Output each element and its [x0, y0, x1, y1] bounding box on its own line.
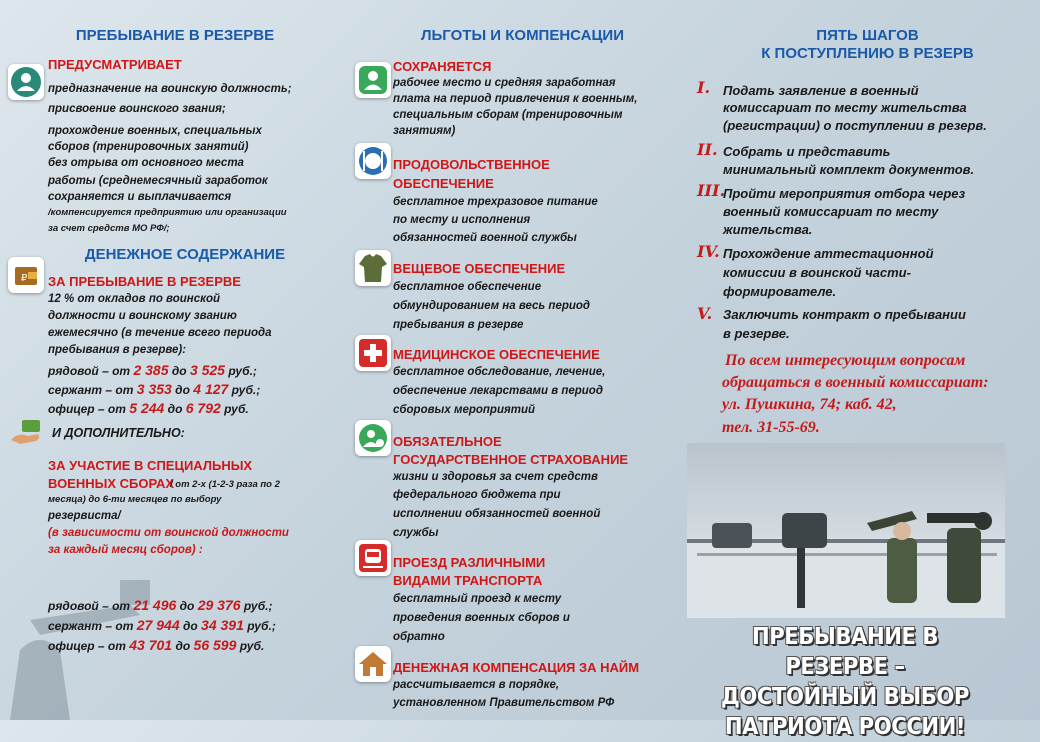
- heading-steps: ПЯТЬ ШАГОВ: [816, 27, 919, 44]
- training-period: месяца) до 6-ти месяцев по выбору: [48, 494, 222, 505]
- step-number: II.: [697, 140, 718, 159]
- benefit-title: ОБЯЗАТЕЛЬНОЕ: [393, 434, 502, 449]
- benefit-text: установленном Правительством РФ: [393, 697, 615, 709]
- benefit-text: бесплатное обследование, лечение,: [393, 366, 606, 378]
- food-plate-icon: [355, 143, 391, 179]
- contact-text: обращаться в военный комиссариат:: [722, 374, 989, 391]
- reserve-rate-row: сержант – от 3 353 до 4 127 руб.;: [48, 381, 261, 397]
- step-text: Подать заявление в военный: [723, 83, 919, 98]
- reserve-pay-text: должности и воинскому званию: [48, 310, 237, 322]
- benefit-text: сборовых мероприятий: [393, 404, 536, 416]
- additional-label: И ДОПОЛНИТЕЛЬНО:: [52, 426, 185, 440]
- insurance-person-icon: [355, 420, 391, 456]
- benefit-text: бесплатное обеспечение: [393, 281, 542, 293]
- training-rate-row: рядовой – от 21 496 до 29 376 руб.;: [48, 597, 273, 613]
- column-reserve: [0, 0, 350, 720]
- benefit-text: специальным сборам (тренировочным: [393, 109, 623, 121]
- reserve-rate-row: рядовой – от 2 385 до 3 525 руб.;: [48, 362, 257, 378]
- benefit-title: ГОСУДАРСТВЕННОЕ СТРАХОВАНИЕ: [393, 452, 629, 467]
- contact-address: ул. Пушкина, 74; каб. 42,: [722, 396, 897, 413]
- training-period: / от 2-х (1-2-3 раза по 2: [170, 479, 280, 490]
- benefit-text: обязанностей военной службы: [393, 232, 577, 244]
- benefit-text: службы: [393, 527, 439, 539]
- benefit-title: ПРОЕЗД РАЗЛИЧНЫМИ: [393, 555, 546, 570]
- uniform-icon: [355, 250, 391, 286]
- svg-text:₽: ₽: [21, 273, 28, 284]
- provides-item: /компенсируется предприятию или организации: [48, 207, 287, 218]
- slogan-line: ПАТРИОТА РОССИИ!: [724, 714, 966, 740]
- benefit-text: федерального бюджета при: [393, 489, 561, 501]
- benefit-text: занятиям): [393, 125, 456, 137]
- step-text: (регистрации) о поступлении в резерв.: [723, 118, 987, 133]
- benefit-text: проведения военных сборов и: [393, 612, 570, 624]
- provides-title: ПРЕДУСМАТРИВАЕТ: [48, 57, 182, 72]
- training-rate-row: сержант – от 27 944 до 34 391 руб.;: [48, 617, 276, 633]
- provides-item: работы (среднемесячный заработок: [48, 175, 268, 187]
- reserve-pay-title: ЗА ПРЕБЫВАНИЕ В РЕЗЕРВЕ: [48, 274, 241, 289]
- benefit-text: бесплатный проезд к месту: [393, 593, 562, 605]
- benefit-title: ВЕЩЕВОЕ ОБЕСПЕЧЕНИЕ: [393, 261, 566, 276]
- step-text: Собрать и представить: [723, 144, 891, 159]
- benefit-text: рассчитывается в порядке,: [393, 679, 560, 691]
- benefit-text: плата на период привлечения к военным,: [393, 93, 638, 105]
- provides-item: присвоение воинского звания;: [48, 103, 226, 115]
- step-text: минимальный комплект документов.: [723, 162, 975, 177]
- benefit-text: пребывания в резерве: [393, 319, 524, 331]
- medical-cross-icon: [355, 335, 391, 371]
- training-note: (в зависимости от воинской должности: [48, 527, 289, 539]
- step-number: IV.: [697, 242, 720, 261]
- provides-item: сохраняется и выплачивается: [48, 191, 232, 203]
- soldiers-photo: [687, 443, 1005, 618]
- step-text: в резерве.: [723, 326, 790, 341]
- provides-item: предназначение на воинскую должность;: [48, 83, 292, 95]
- reserve-rate-row: офицер – от 5 244 до 6 792 руб.: [48, 400, 249, 416]
- step-text: комиссии в воинской части-: [723, 265, 911, 280]
- step-text: формирователе.: [723, 284, 837, 299]
- benefit-text: жизни и здоровья за счет средств: [393, 471, 598, 483]
- slogan-line: ДОСТОЙНЫЙ ВЫБОР: [721, 684, 969, 710]
- train-icon: [355, 540, 391, 576]
- benefit-text: бесплатное трехразовое питание: [393, 196, 598, 208]
- benefit-title: ДЕНЕЖНАЯ КОМПЕНСАЦИЯ ЗА НАЙМ: [393, 660, 640, 675]
- heading-steps: К ПОСТУПЛЕНИЮ В РЕЗЕРВ: [761, 45, 974, 62]
- provides-item: за счет средств МО РФ/;: [48, 223, 170, 234]
- benefit-text: обеспечение лекарствами в период: [393, 385, 603, 397]
- benefit-title: ОБЕСПЕЧЕНИЕ: [393, 176, 494, 191]
- provides-item: без отрыва от основного места: [48, 157, 244, 169]
- benefit-text: обмундированием на весь период: [393, 300, 591, 312]
- heading-pay: ДЕНЕЖНОЕ СОДЕРЖАНИЕ: [84, 246, 286, 263]
- provides-item: прохождение военных, специальных: [48, 125, 262, 137]
- step-number: V.: [697, 304, 713, 323]
- training-rate-row: офицер – от 43 701 до 56 599 руб.: [48, 637, 265, 653]
- column-benefits: [350, 0, 695, 720]
- step-number: I.: [697, 78, 711, 97]
- hand-money-icon: [8, 414, 44, 450]
- benefit-title: МЕДИЦИНСКОЕ ОБЕСПЕЧЕНИЕ: [393, 347, 600, 362]
- house-icon: [355, 646, 391, 682]
- slogan: [702, 622, 987, 742]
- benefit-text: по месту и исполнения: [393, 214, 531, 226]
- heading-reserve: ПРЕБЫВАНИЕ В РЕЗЕРВЕ: [75, 27, 275, 44]
- step-text: комиссариат по месту жительства: [723, 100, 967, 115]
- training-period: резервиста/: [48, 510, 121, 522]
- benefit-title: СОХРАНЯЕТСЯ: [393, 59, 492, 74]
- step-text: военный комиссариат по месту: [723, 204, 939, 219]
- reserve-pay-text: 12 % от окладов по воинской: [48, 293, 220, 305]
- training-title: ЗА УЧАСТИЕ В СПЕЦИАЛЬНЫХ: [48, 458, 253, 473]
- step-number: III.: [697, 181, 726, 200]
- benefit-text: исполнении обязанностей военной: [393, 508, 601, 520]
- contact-phone: тел. 31-55-69.: [722, 419, 820, 436]
- slogan-line: ПРЕБЫВАНИЕ В РЕЗЕРВЕ –: [751, 624, 939, 680]
- reserve-pay-text: пребывания в резерве):: [48, 344, 187, 356]
- step-text: Заключить контракт о пребывании: [723, 307, 966, 322]
- workplace-icon: [355, 62, 391, 98]
- benefit-text: рабочее место и средняя заработная: [393, 77, 616, 89]
- step-text: Прохождение аттестационной: [723, 246, 934, 261]
- step-text: Пройти мероприятия отбора через: [723, 186, 966, 201]
- heading-benefits: ЛЬГОТЫ И КОМПЕНСАЦИИ: [421, 27, 624, 44]
- benefit-text: обратно: [393, 631, 445, 643]
- benefit-title: ВИДАМИ ТРАНСПОРТА: [393, 573, 543, 588]
- benefit-title: ПРОДОВОЛЬСТВЕННОЕ: [393, 157, 550, 172]
- training-note: за каждый месяц сборов) :: [48, 544, 203, 556]
- provides-item: сборов (тренировочных занятий): [48, 141, 249, 153]
- training-title: ВОЕННЫХ СБОРАХ: [48, 476, 175, 491]
- step-text: жительства.: [723, 222, 813, 237]
- person-icon: [8, 64, 44, 100]
- wallet-icon: [8, 257, 44, 293]
- reserve-pay-text: ежемесячно (в течение всего периода: [48, 327, 272, 339]
- contact-text: По всем интересующим вопросам: [725, 352, 966, 369]
